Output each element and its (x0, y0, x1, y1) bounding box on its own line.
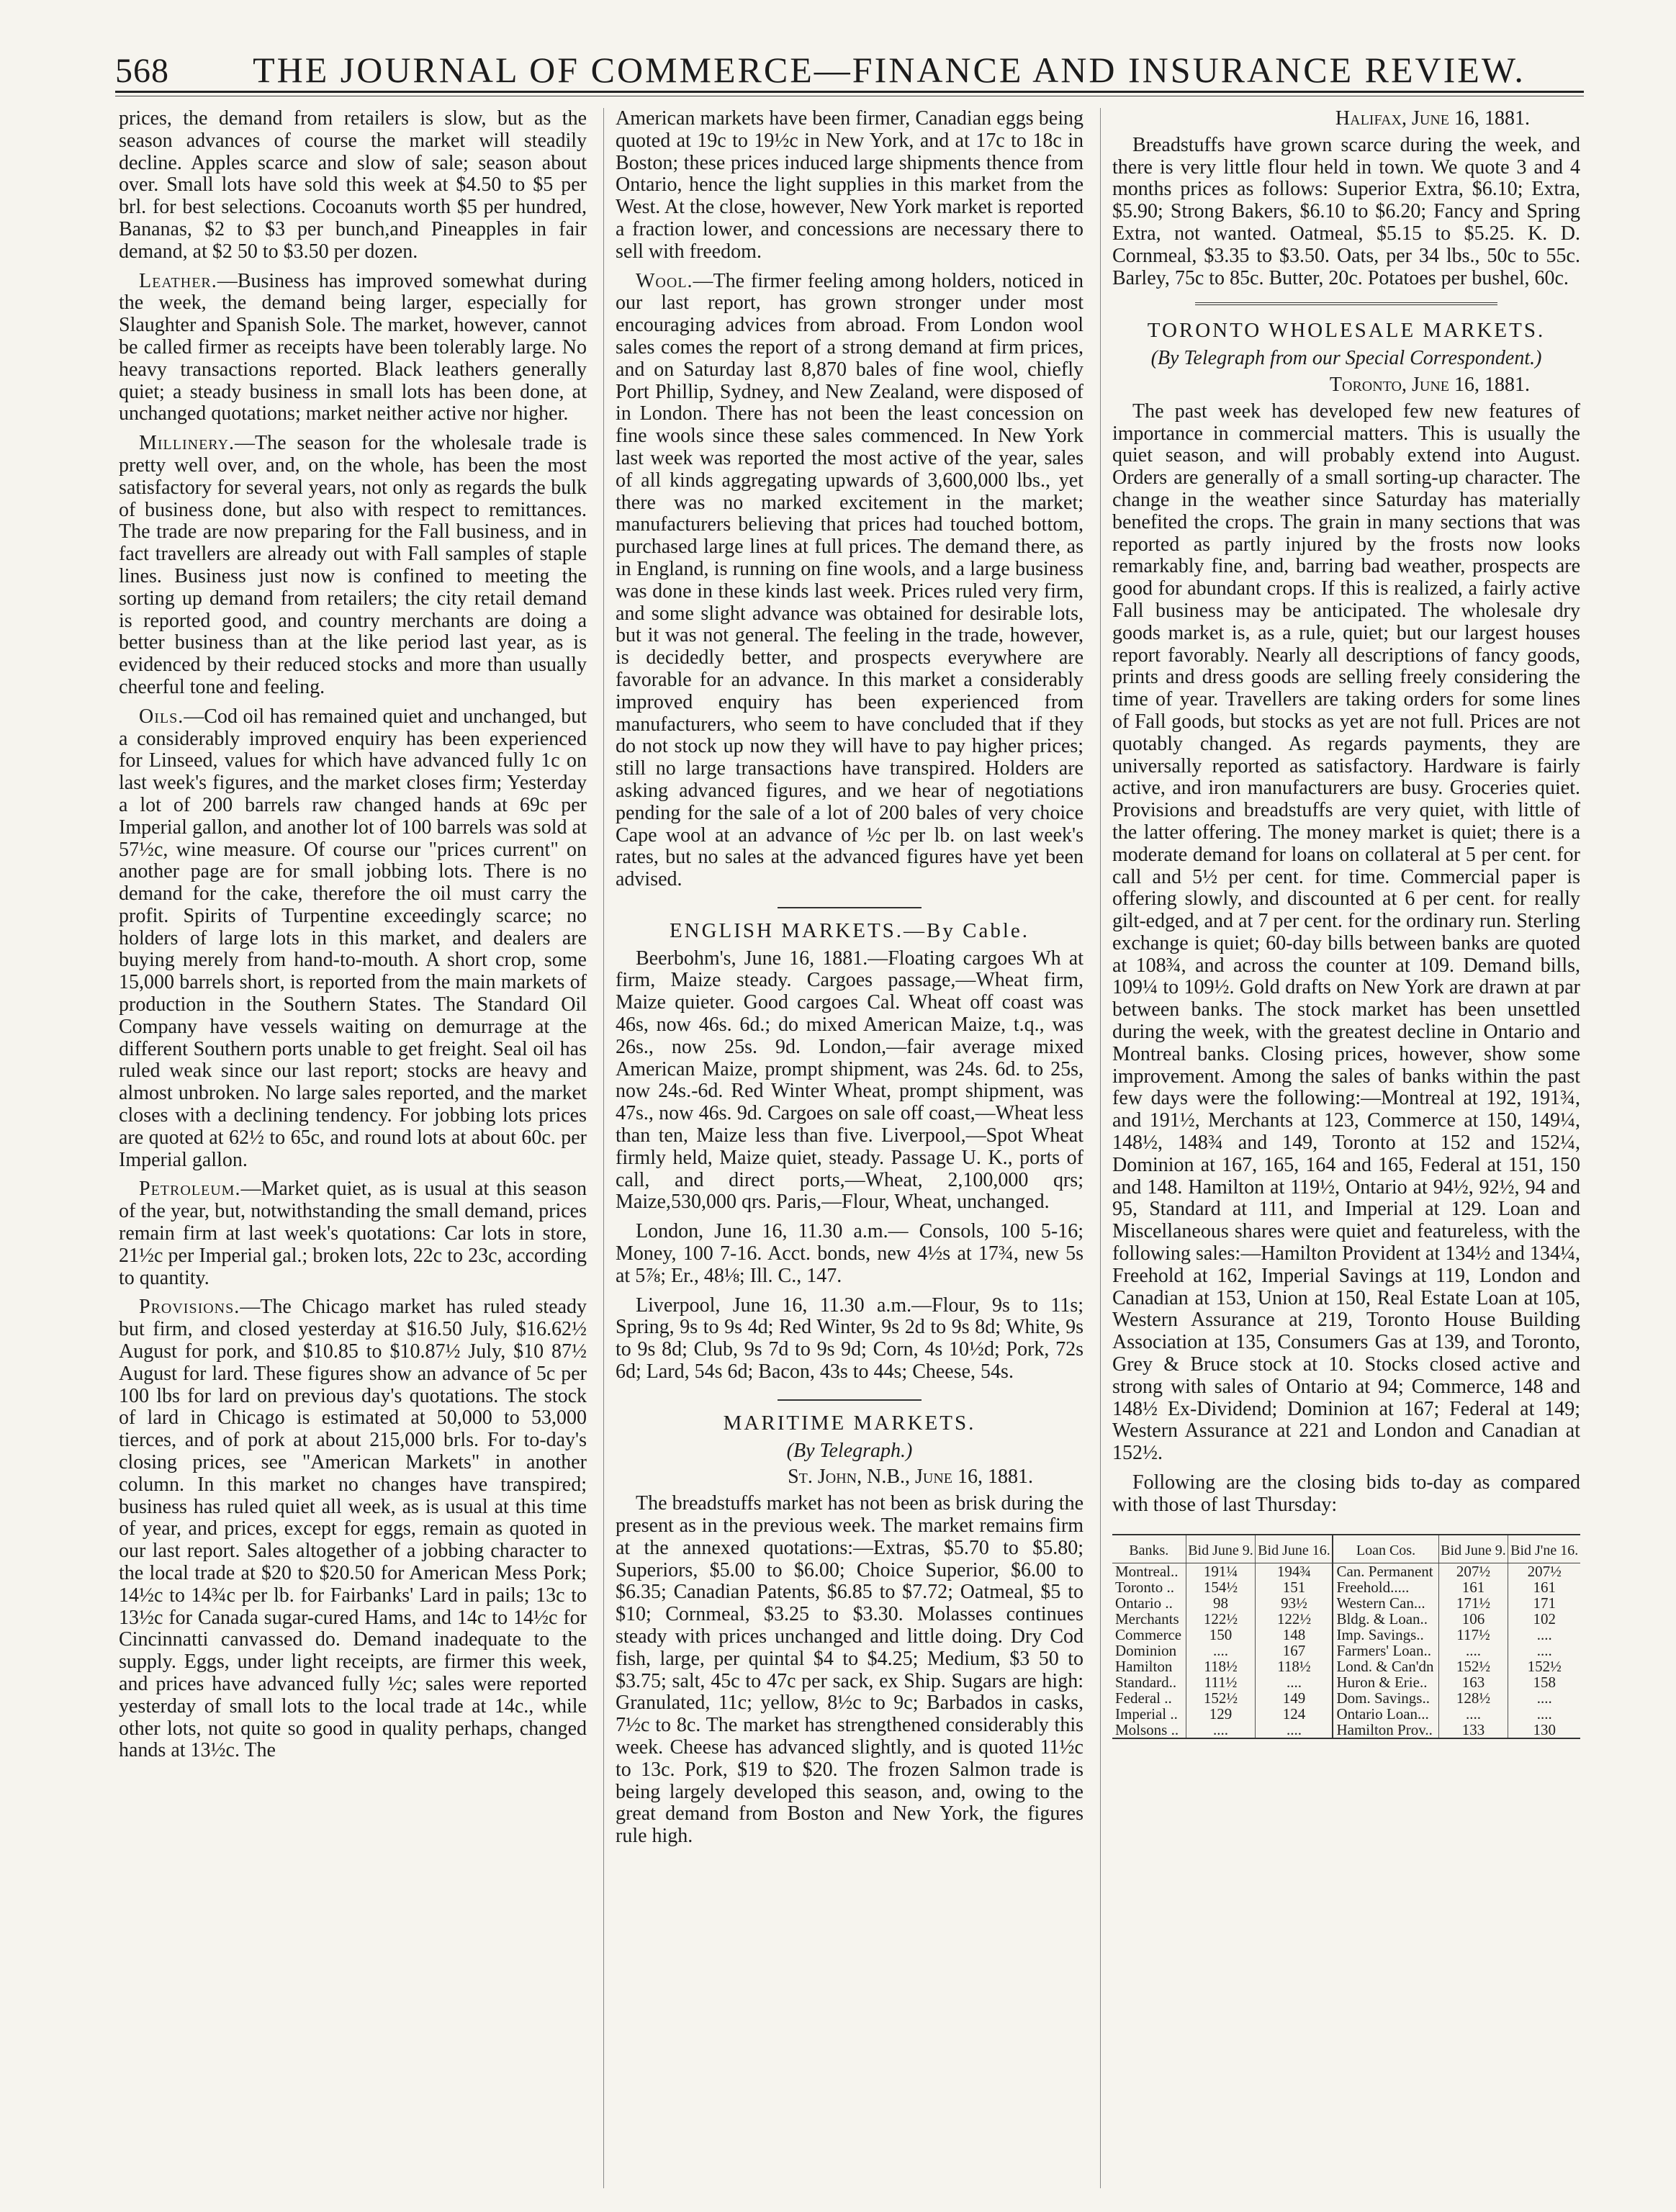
table-cell: Lond. & Can'dn (1333, 1658, 1438, 1674)
table-cell: Western Can... (1333, 1595, 1438, 1611)
stock-bids-table (1112, 1534, 1580, 1739)
table-cell: 117½ (1438, 1627, 1508, 1643)
table-cell: 161 (1438, 1579, 1508, 1595)
table-cell: 130 (1508, 1722, 1580, 1738)
leather-text: —Business has improved somewhat during the week, the demand being larger, especially for Slaughter and Spanish Sole. The market, however, cannot be called firmer as receipts have been tolerably large. No heavy transactions reported. Black leathers generally quiet; a steady business in small lots has been done, at unchanged quotations; market neither active nor higher. (119, 269, 587, 425)
table-cell: Farmers' Loan.. (1333, 1643, 1438, 1658)
table-cell: 207½ (1508, 1563, 1580, 1579)
table-cell: 158 (1508, 1674, 1580, 1690)
table-header: Bid June 9. (1186, 1535, 1256, 1563)
table-cell: .... (1438, 1643, 1508, 1658)
table-cell: 118½ (1186, 1658, 1256, 1674)
oils-text: —Cod oil has remained quiet and unchanged, but a considerably improved enquiry has been experienced for Linseed, values for which have advanced fully 1c on last week's figures, and the market closes firm; Yesterday a lot of 200 barrels raw changed hands at 69c per Imperial gallon, and another lot of 100 barrels was sold at 57½c, wine measure. Of course our "prices current" on another page are for small jobbing lots. There is no demand for the cake, therefore the oil must carry the profit. Spirits of Turpentine exceedingly scarce; no holders of large lots in this market, and dealers are buying merely from hand-to-mouth. A short crop, some 15,000 barrels short, is reported from the main markets of production in the Southern States. The Standard Oil Company have vessels waiting on demurrage at the different Southern ports unable to get freight. Seal oil has ruled weak since our last report; stocks are heavy and almost unbroken. No large sales reported, and the market closes with a declining tendency. For jobbing lots prices are quoted at 62½ to 65c, and round lots at about 60c. per Imperial gallon. (119, 705, 587, 1171)
table-cell: Dominion (1115, 1641, 1177, 1659)
table-cell: Ontario .. (1115, 1594, 1173, 1612)
section-rule (778, 1399, 922, 1401)
wool-heading: Wool. (636, 269, 693, 292)
table-row (1112, 1706, 1580, 1722)
toronto-dateline: Toronto, June 16, 1881. (1329, 373, 1530, 396)
table-cell: Standard.. (1115, 1673, 1177, 1691)
millinery-text: —The season for the wholesale trade is pretty well over, and, on the whole, has been the most satisfactory for several years, not only as regards the bulk of business done, but also with respect to remittances. The trade are now preparing for the Fall business, and in fact travellers are already out with Fall samples of staple lines. Business just now is confined to meeting the sorting up demand from retailers; the city retail demand is reported good, and country merchants are doing a better business than at the like period last year, as is evidenced by their reduced stocks and more than usually cheerful tone and feeling. (119, 432, 587, 698)
table-cell: Hamilton Prov.. (1333, 1722, 1438, 1738)
table-cell: Imperial .. (1115, 1705, 1178, 1723)
english-markets-p3: Liverpool, June 16, 11.30 a.m.—Flour, 9s to 11s; Spring, 9s to 9s 4d; Red Winter, 9s 2d to 9s 8d; White, 9s to 9s 8d; Club, 9s 7d to 9s 9d; Corn, 4s 10½d; Pork, 72s 6d; Lard, 54s 6d; Bacon, 43s to 44s; Cheese, 54s. (616, 1294, 1083, 1383)
table-row (1112, 1722, 1580, 1738)
fruit-paragraph: prices, the demand from retailers is slow, but as the season advances of course the market will steadily decline. Apples scarce and slow of sale; season about over. Small lots have sold this week at $4.50 to $5 per brl. for best selections. Cocoanuts worth $5 per hundred, Bananas, $2 to $3 per bunch,and Pineapples in fair demand, at $2 50 to $3.50 per dozen. (119, 107, 587, 263)
table-header: Bid June 16. (1256, 1535, 1333, 1563)
leather-paragraph (119, 271, 587, 426)
table-cell: 167 (1256, 1643, 1333, 1658)
table-cell: Freehold..... (1333, 1579, 1438, 1595)
table-row (1112, 1595, 1580, 1611)
toronto-paragraph: The past week has developed few new features of importance in commercial matters. This is usually the quiet season, and will probably extend into August. Orders are generally of a small sorting-up character. The change in the weather since Saturday has materially benefited the crops. The grain in many sections that was reported as partly injured by the frosts now looks remarkably fine, and, barring bad weather, prospects are good for abundant crops. If this is realized, a fairly active Fall business may be anticipated. The wholesale dry goods market is, as a rule, quiet; but our largest houses report favorably. Nearly all descriptions of fancy goods, prints and dress goods are selling freely considering the time of year. Travellers are taking orders for some lines of Fall goods, but stocks as yet are not full. Prices are not quotably changed. As regards payments, they are universally reported as satisfactory. Hardware is fairly active, and iron manufacturers are busy. Groceries quiet. Provisions and breadstuffs are very quiet, with little of the latter offering. The money market is quiet; there is a moderate demand for loans on collateral at 5 per cent. for call and 5½ per cent. for time. Commercial paper is offering slowly, and discounted at 6 per cent. for really gilt-edged, and at 7 per cent. for the ordinary run. Sterling exchange is quiet; 60-day bills between banks are quoted at 108¾, and across the counter at 109. Demand bills, 109¼ to 109½. Gold drafts on New York are drawn at par between banks. The stock market has been unsettled during the week, with the greatest decline in Ontario and Montreal banks. Closing prices, however, show some improvement. Among the sales of banks within the past few days were the following:—Montreal at 192, 191¾, and 191½, Merchants at 123, Commerce at 150, 149¼, 148½, 148¾ and 149, Toronto at 152 and 152¼, Dominion at 167, 165, 164 and 165, Federal at 151, 150 and 148. Hamilton at 119½, Ontario at 94½, 92½, 94 and 95, Standard at 111, and Imperial at 129. Loan and Miscellaneous shares were quiet and featureless, with the following sales:—Hamilton Provident at 134½ and 134¼, Freehold at 162, Imperial Savings at 119, London and Canadian at 153, Union at 150, Real Estate Loan at 105, Western Assurance at 219, Toronto House Building Association at 135, Consumers Gas at 139, and Toronto, Grey & Bruce stock at 10. Stocks closed active and strong with sales of Ontario at 94; Commerce, 148 and 148½ Ex-Dividend; Dominion at 167; Federal at 149; Western Assurance at 221 and London and Canadian at 152½. (1112, 399, 1580, 1465)
table-cell: 98 (1186, 1595, 1256, 1611)
page-number: 568 (115, 52, 169, 90)
table-cell: .... (1508, 1627, 1580, 1643)
english-markets-p2: London, June 16, 11.30 a.m.— Consols, 100 5-16; Money, 100 7-16. Acct. bonds, new 4½s at 17¾, new 5s at 5⅞; Er., 48⅛; Ill. C., 147. (616, 1220, 1083, 1287)
table-cell: 122½ (1256, 1611, 1333, 1627)
section-rule (778, 907, 922, 908)
page-header (115, 26, 1584, 91)
table-cell: 129 (1186, 1706, 1256, 1722)
table-cell: 150 (1186, 1627, 1256, 1643)
table-cell: 148 (1256, 1627, 1333, 1643)
table-cell: 171½ (1438, 1595, 1508, 1611)
table-cell: Merchants (1115, 1610, 1179, 1628)
table-header: Banks. (1112, 1535, 1186, 1563)
table-header: Bid J'ne 16. (1508, 1535, 1580, 1563)
table-cell: 111½ (1186, 1674, 1256, 1690)
halifax-paragraph: Breadstuffs have grown scarce during the week, and there is very little flour held in town. We quote 3 and 4 months prices as follows: Superior Extra, $6.10; Extra, $5.90; Strong Bakers, $6.10 to $6.20; Fancy and Spring Extra, not wanted. Oatmeal, $5.15 to $5.25. K. D. Cornmeal, $3.35 to $3.50. Oats, per 34 lbs., 50c to 55c. Barley, 75c to 85c. Butter, 20c. Potatoes per bushel, 60c. (1112, 133, 1580, 289)
provisions-heading: Provisions. (139, 1296, 240, 1319)
halifax-dateline: Halifax, June 16, 1881. (1335, 107, 1530, 130)
table-cell: .... (1508, 1690, 1580, 1706)
millinery-heading: Millinery. (139, 432, 235, 455)
section-rule (1195, 302, 1497, 305)
table-cell: 102 (1508, 1611, 1580, 1627)
table-header: Bid June 9. (1438, 1535, 1508, 1563)
table-cell: Montreal.. (1115, 1562, 1179, 1580)
column-1 (119, 108, 587, 1769)
table-header-row (1112, 1535, 1580, 1563)
table-cell: .... (1256, 1674, 1333, 1690)
table-cell: 152½ (1438, 1658, 1508, 1674)
table-cell: Can. Permanent (1333, 1563, 1438, 1579)
table-cell: Toronto .. (1115, 1578, 1174, 1596)
table-cell: 151 (1256, 1579, 1333, 1595)
table-cell: Commerce (1115, 1625, 1182, 1643)
table-cell: 124 (1256, 1706, 1333, 1722)
table-cell: 133 (1438, 1722, 1508, 1738)
column-2 (616, 108, 1083, 1855)
oils-paragraph (119, 706, 587, 1172)
table-cell: .... (1508, 1643, 1580, 1658)
table-cell: Hamilton (1115, 1657, 1173, 1675)
column-divider (603, 108, 604, 2188)
table-cell: Imp. Savings.. (1333, 1627, 1438, 1643)
column-3 (1112, 108, 1580, 1739)
provisions-paragraph (119, 1296, 587, 1762)
table-cell: .... (1256, 1722, 1333, 1738)
wool-paragraph (616, 271, 1083, 891)
table-row (1112, 1643, 1580, 1658)
millinery-paragraph (119, 433, 587, 699)
wool-text: —The firmer feeling among holders, noticed in our last report, has grown stronger under most encouraging advices from abroad. From London wool sales comes the report of a strong demand at firm prices, and on Saturday last 8,870 bales of fine wool, chiefly Port Phillip, Sydney, and New Zealand, were disposed of in London. There has not been the least concession on fine wools since these sales commenced. In New York last week was reported the most active of the year, sales of all kinds aggregating upwards of 3,600,000 lbs., yet there was no marked excitement in the market; manufacturers believing that prices had touched bottom, purchased large lines at full prices. The demand there, as in England, is running on fine wools, and a large business was done in these kinds last week. Prices ruled very firm, and some slight advance was obtained for desirable lots, but it was not general. The feeling in the trade, however, is decidedly better, and prospects everywhere are favorable for an advance. In this market a considerably improved enquiry has been experienced from manufacturers, who seem to have concluded that if they do not stock up now they will have to pay higher prices; still no large transactions have transpired. Holders are asking advanced figures, and we hear of negotiations pending for the sale of a lot of 200 bales of very choice Cape wool at an advance of ½c per lb. on last week's rates, but no sales at the advanced figures have yet been advised. (616, 269, 1083, 891)
table-row (1112, 1674, 1580, 1690)
table-cell: Federal .. (1115, 1689, 1172, 1707)
table-row (1112, 1690, 1580, 1706)
petroleum-heading: Petroleum. (139, 1178, 241, 1201)
table-cell: 152½ (1508, 1658, 1580, 1674)
english-markets-p1: Beerbohm's, June 16, 1881.—Floating cargoes Wh at firm, Maize steady. Cargoes passage,—Wheat firm, Maize quieter. Good cargoes Cal. Wheat off coast was 46s, now 46s. 6d.; do mixed American Maize, t.q., was 26s., now 25s. 9d. London,—fair average mixed American Maize, prompt shipment, was 24s. 6d. to 25s, now 24s.-6d. Red Winter Wheat, prompt shipment, was 47s., now 46s. 9d. Cargoes on sale off coast,—Wheat less than ten, Maize less than five. Liverpool,—Spot Wheat firmly held, Maize quiet, steady. Passage U. K., ports of call, and direct ports,—Wheat, 2,100,000 qrs; Maize,530,000 qrs. Paris,—Flour, Wheat, unchanged. (616, 947, 1083, 1214)
table-cell: 106 (1438, 1611, 1508, 1627)
following-paragraph: Following are the closing bids to-day as compared with those of last Thursday: (1112, 1471, 1580, 1516)
table-cell: .... (1508, 1706, 1580, 1722)
oils-heading: Oils. (139, 705, 184, 728)
table-row (1112, 1658, 1580, 1674)
table-cell: 118½ (1256, 1658, 1333, 1674)
table-cell: .... (1186, 1722, 1256, 1738)
table-cell: 194¾ (1256, 1563, 1333, 1579)
header-rule (115, 91, 1584, 96)
table-cell: .... (1438, 1706, 1508, 1722)
stjohn-dateline: St. John, N.B., June 16, 1881. (788, 1466, 1033, 1489)
toronto-byline: (By Telegraph from our Special Correspondent.) (1150, 347, 1542, 370)
table-row (1112, 1579, 1580, 1595)
table-cell: Molsons .. (1115, 1720, 1179, 1738)
petroleum-paragraph (119, 1178, 587, 1289)
maritime-byline: (By Telegraph.) (786, 1439, 913, 1462)
table-cell: 154½ (1186, 1579, 1256, 1595)
table-cell: Bldg. & Loan.. (1333, 1611, 1438, 1627)
toronto-markets-title: TORONTO WHOLESALE MARKETS. (1147, 319, 1546, 343)
table-cell: Ontario Loan... (1333, 1706, 1438, 1722)
table-cell: 93½ (1256, 1595, 1333, 1611)
table-body (1112, 1563, 1580, 1738)
table-cell: 161 (1508, 1579, 1580, 1595)
table-cell: .... (1186, 1643, 1256, 1658)
maritime-markets-title: MARITIME MARKETS. (723, 1411, 976, 1435)
column-divider (1100, 108, 1101, 2188)
table-header: Loan Cos. (1333, 1535, 1438, 1563)
table-row (1112, 1563, 1580, 1579)
table-cell: 128½ (1438, 1690, 1508, 1706)
provisions-text: —The Chicago market has ruled steady but firm, and closed yesterday at $16.50 July, $16.62½ August for pork, and $10.85 to $10.87½ July, $10 87½ August for lard. These figures show an advance of 5c per 100 lbs for lard on previous day's quotations. The stock of lard in Chicago is estimated at 50,000 to 53,000 tierces, and of pork at about 215,000 brls. For to-day's closing prices, see "American Markets" in another column. In this market no changes have transpired; business has ruled quiet all week, as is usual at this time of year, and prices, except for eggs, remain as quoted in our last report. Sales altogether of a jobbing character to the local trade at $20 to $20.50 for American Mess Pork; 14½c to 14¾c per lb. for Fairbanks' Lard in pails; 13c to 13½c for Canada sugar-cured Hams, and 14c to 14½c for Cincinnatti canvassed do. Demand inadequate to the supply. Eggs, under light receipts, are firmer this week, and prices have advanced fully ½c; sales were reported yesterday of small lots to the local trade at 14c., while other lots, not quite so good in quality perhaps, changed hands at 13½c. The (119, 1296, 587, 1762)
table-cell: 171 (1508, 1595, 1580, 1611)
table-cell: Dom. Savings.. (1333, 1690, 1438, 1706)
english-markets-title: ENGLISH MARKETS.—By Cable. (669, 918, 1030, 942)
leather-heading: Leather. (139, 269, 217, 292)
table-row (1112, 1627, 1580, 1643)
journal-title: THE JOURNAL OF COMMERCE—FINANCE AND INSURANCE REVIEW. (253, 50, 1526, 90)
table-cell: 191¼ (1186, 1563, 1256, 1579)
eggs-paragraph: American markets have been firmer, Canadian eggs being quoted at 19c to 19½c in New York, and at 17c to 18c in Boston; these prices induced large shipments thence from Ontario, hence the light supplies in this market from the West. At the close, however, New York market is reported a fraction lower, and concessions are necessary there to sell with freedom. (616, 107, 1083, 263)
table-cell: 149 (1256, 1690, 1333, 1706)
table-cell: 163 (1438, 1674, 1508, 1690)
table-cell: Huron & Erie.. (1333, 1674, 1438, 1690)
table-cell: 207½ (1438, 1563, 1508, 1579)
table-row (1112, 1611, 1580, 1627)
stjohn-paragraph: The breadstuffs market has not been as brisk during the present as in the previous week. The market remains firm at the annexed quotations:—Extras, $5.70 to $5.80; Superiors, $5.00 to $6.00; Choice Superior, $6.00 to $6.35; Canadian Patents, $6.85 to $7.72; Oatmeal, $5 to $10; Cornmeal, $3.25 to $3.30. Molasses continues steady with prices unchanged and little doing. Dry Cod fish, large, per quintal $4 to $4.25; Medium, $3 50 to $3.75; salt, 45c to 47c per sack, ex Ship. Sugars are high: Granulated, 11c; yellow, 8½c to 9c; Barbados in casks, 7½c to 8c. The market has strengthened considerably this week. Cheese has advanced slightly, and is quoted 11½c to 13c. Pork, $19 to $20. The frozen Salmon trade is being largely developed this season, and, owing to the great demand from Boston and New York, the figures rule high. (616, 1492, 1083, 1848)
table-cell: 122½ (1186, 1611, 1256, 1627)
petroleum-text: —Market quiet, as is usual at this season of the year, but, notwithstanding the small demand, prices remain firm at last week's quotations: Car lots in store, 21½c per Imperial gal.; broken lots, 22c to 23c, according to quantity. (119, 1178, 587, 1289)
table-cell: 152½ (1186, 1690, 1256, 1706)
